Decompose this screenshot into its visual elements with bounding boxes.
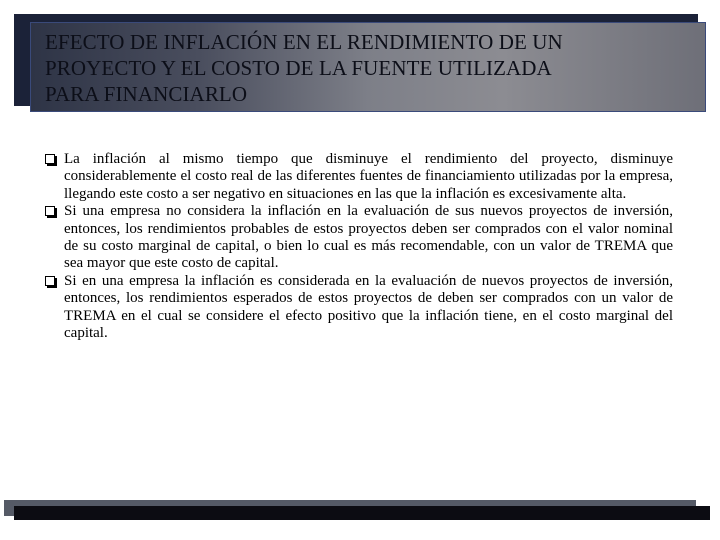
bullet-text: Si en una empresa la inflación es considerada en la evaluación de nuevos proyectos de inversión, entonces, los rendimientos esperados de estos proyectos de deben ser comprados con un valor de TREMA en el cual se considere el efecto positivo que la inflación tiene, en el costo marginal del capital. <box>64 272 673 342</box>
slide-content <box>45 151 673 342</box>
slide-title: EFECTO DE INFLACIÓN EN EL RENDIMIENTO DE UN PROYECTO Y EL COSTO DE LA FUENTE UTILIZADA PARA FINANCIARLO <box>45 30 563 106</box>
checkbox-bullet-icon <box>45 154 55 164</box>
bullet-text: Si una empresa no considera la inflación en la evaluación de sus nuevos proyectos de inversión, entonces, los rendimientos probables de estos proyectos deben ser comprados con el valor nominal de su costo marginal de capital, o bien lo cual es más recomendable, con un valor de TREMA que sea mayor que este costo de capital. <box>64 203 673 272</box>
bullet-item <box>45 203 673 273</box>
bullet-item <box>45 151 673 203</box>
checkbox-bullet-icon <box>45 206 55 216</box>
checkbox-bullet-icon <box>45 276 55 286</box>
bullet-text: La inflación al mismo tiempo que disminuye el rendimiento del proyecto, disminuye considerablemente el costo real de las diferentes fuentes de financiamiento utilizadas por la empresa, llegando este costo a ser negativo en situaciones en las que la inflación es excesivamente alta. <box>64 151 673 202</box>
bullet-item <box>45 273 673 343</box>
title-box <box>30 22 706 112</box>
footer-bar <box>14 506 710 520</box>
